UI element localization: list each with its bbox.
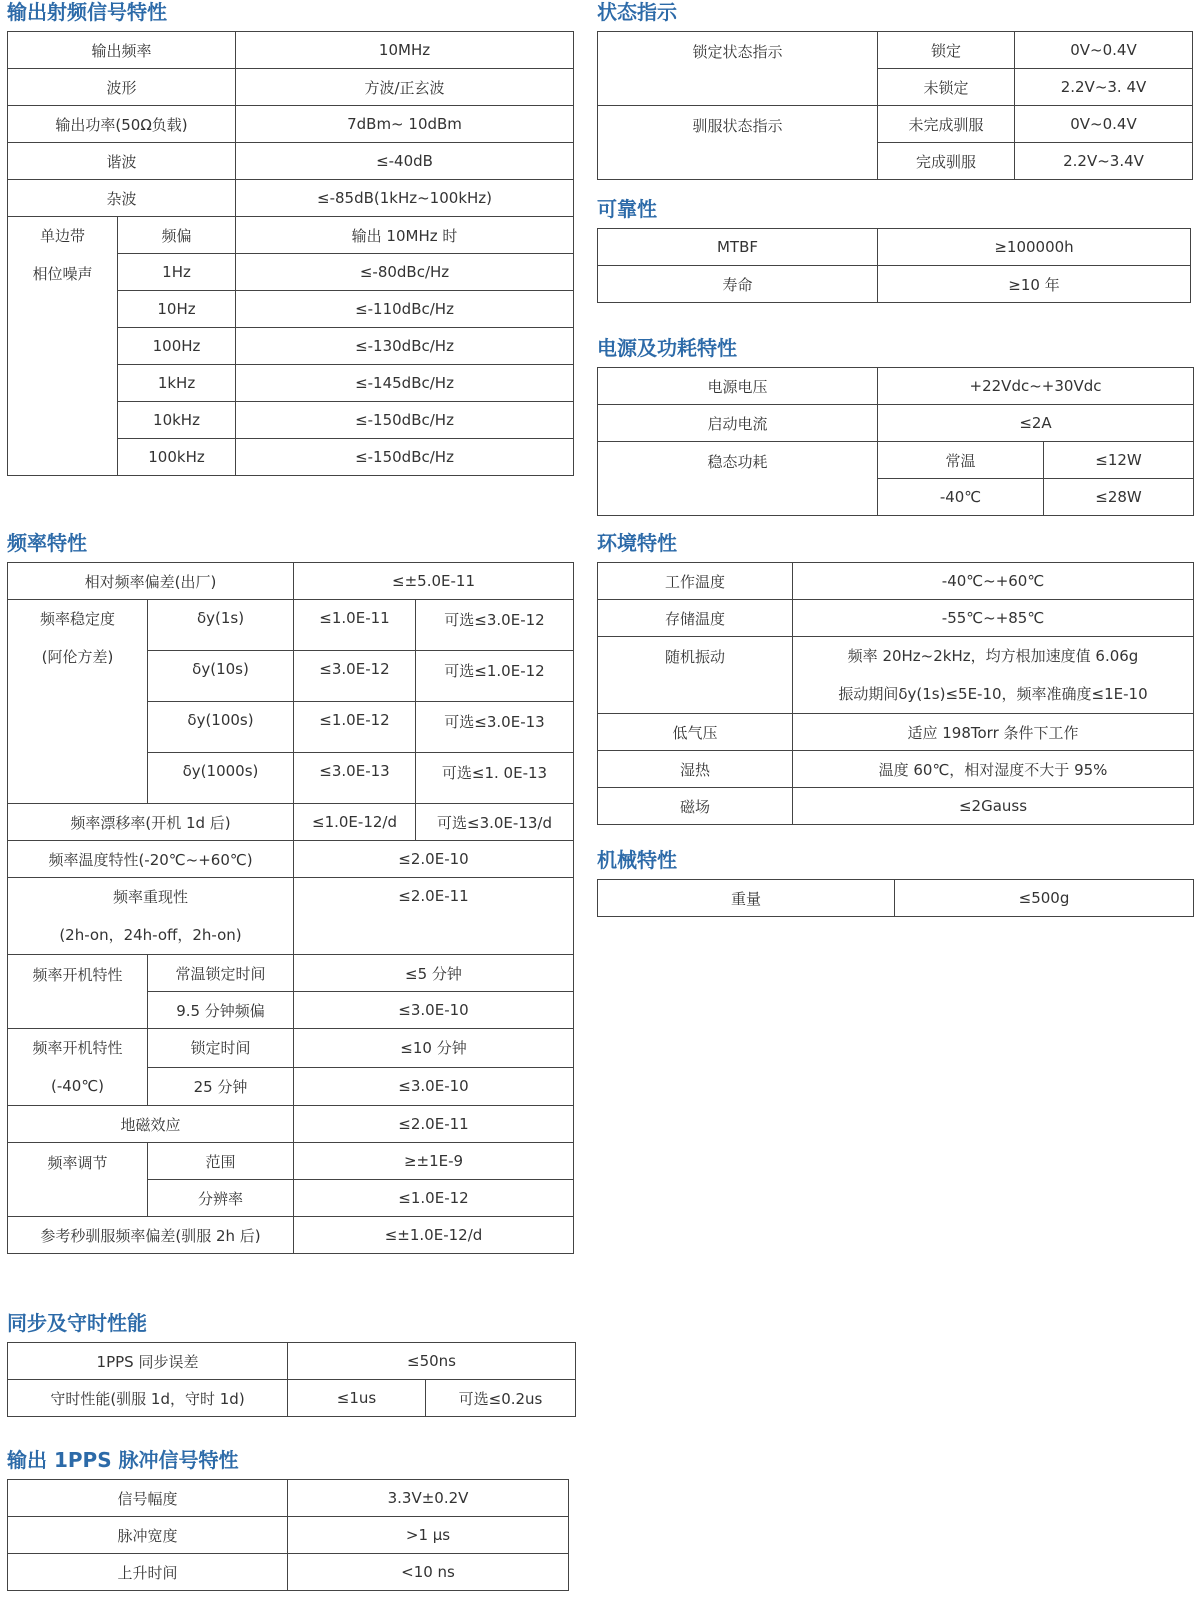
rf-pn-value: ≤-110dBc/Hz [236,291,574,328]
table-row [8,1554,569,1591]
status-disc-label: 驯服状态指示 [598,106,878,180]
mech-weight-value: ≤500g [895,880,1194,917]
rf-freq-value: 10MHz [236,32,574,69]
pps-value: >1 μs [288,1517,569,1554]
freq-stab-opt: 可选≤3.0E-12 [416,600,574,651]
freq-mag-value: ≤2.0E-11 [294,1106,574,1143]
table-row [598,563,1194,600]
env-st-value: -55℃~+85℃ [793,600,1194,637]
sync-section [7,1311,576,1417]
table-row [8,955,574,992]
freq-warmup-label: 频率开机特性 [8,955,148,1029]
table-row [8,180,574,217]
env-hum-value: 温度 60℃，相对湿度不大于 95% [793,751,1194,788]
freq-adj-value: ≤1.0E-12 [294,1180,574,1217]
sync-hold-std: ≤1us [288,1380,426,1417]
table-row [8,1380,576,1417]
env-op-value: -40℃~+60℃ [793,563,1194,600]
freq-title: 频率特性 [7,531,87,555]
table-row [8,1106,574,1143]
env-title: 环境特性 [597,531,677,555]
table-row [8,841,574,878]
rf-pn-head-value: 输出 10MHz 时 [236,217,574,254]
mech-section [597,848,1194,917]
rf-pn-value: ≤-130dBc/Hz [236,328,574,365]
freq-section [7,531,574,1254]
rf-harm-value: ≤-40dB [236,143,574,180]
table-row [598,714,1194,751]
pwr-section [597,336,1194,516]
status-table [597,31,1193,180]
mech-title: 机械特性 [597,848,677,872]
rf-pn-offset: 10kHz [118,402,236,439]
freq-drift-opt: 可选≤3.0E-13/d [416,804,574,841]
freq-cold-label-line1: 频率开机特性 [32,1039,123,1057]
rel-title: 可靠性 [597,197,657,221]
env-st-label: 存储温度 [598,600,793,637]
rf-freq-label: 输出频率 [8,32,236,69]
freq-accuracy-value: ≤±5.0E-11 [294,563,574,600]
table-row [8,1480,569,1517]
freq-stab-tau: δy(10s) [148,651,294,702]
table-row [598,637,1194,714]
freq-adj-item: 范围 [148,1143,294,1180]
sync-hold-opt: 可选≤0.2us [426,1380,576,1417]
rf-title: 输出射频信号特性 [7,0,167,24]
freq-stab-std: ≤3.0E-12 [294,651,416,702]
freq-cold-item: 锁定时间 [148,1029,294,1068]
env-alt-value: 适应 198Torr 条件下工作 [793,714,1194,751]
freq-stab-std: ≤1.0E-11 [294,600,416,651]
status-disc-value: 2.2V~3.4V [1015,143,1193,180]
freq-stab-label-line1: 频率稳定度 [39,610,115,628]
table-row [8,217,574,254]
freq-temp-value: ≤2.0E-10 [294,841,574,878]
table-row [598,368,1194,405]
table-row [598,229,1191,266]
rf-table [7,31,574,476]
table-row [598,788,1194,825]
pwr-start-label: 启动电流 [598,405,878,442]
table-row [598,405,1194,442]
freq-warmup-item: 9.5 分钟频偏 [148,992,294,1029]
rf-pn-value: ≤-150dBc/Hz [236,439,574,476]
freq-stab-tau: δy(100s) [148,702,294,753]
rf-spur-value: ≤-85dB(1kHz~100kHz) [236,180,574,217]
freq-accuracy-label: 相对频率偏差(出厂) [8,563,294,600]
status-lock-value: 0V~0.4V [1015,32,1193,69]
rf-pn-offset: 1kHz [118,365,236,402]
freq-retrace-label-line1: 频率重现性 [112,888,188,906]
pwr-steady-cond: 常温 [878,442,1044,479]
pps-section [7,1448,569,1591]
freq-stab-tau: δy(1000s) [148,753,294,804]
sync-err-label: 1PPS 同步误差 [8,1343,288,1380]
table-row [598,266,1191,303]
freq-retrace-label-line2: (2h-on，24h-off，2h-on) [59,926,242,944]
pps-title: 输出 1PPS 脉冲信号特性 [7,1448,239,1472]
freq-cold-value: ≤3.0E-10 [294,1067,574,1106]
table-row [8,1029,574,1068]
sync-err-value: ≤50ns [288,1343,576,1380]
mech-weight-label: 重量 [598,880,895,917]
freq-drift-std: ≤1.0E-12/d [294,804,416,841]
rf-spur-label: 杂波 [8,180,236,217]
pps-label: 上升时间 [8,1554,288,1591]
rf-harm-label: 谐波 [8,143,236,180]
rf-power-label: 输出功率(50Ω负载) [8,106,236,143]
rf-pn-offset: 100kHz [118,439,236,476]
rf-wave-value: 方波/正玄波 [236,69,574,106]
rel-mtbf-value: ≥100000h [878,229,1191,266]
pps-label: 脉冲宽度 [8,1517,288,1554]
pwr-start-value: ≤2A [878,405,1194,442]
status-lock-value: 2.2V~3. 4V [1015,69,1193,106]
freq-table [7,562,574,1254]
pps-value: <10 ns [288,1554,569,1591]
env-vib-value-line2: 振动期间δy(1s)≤5E-10，频率准确度≤1E-10 [838,685,1148,703]
rel-section [597,197,1191,303]
rel-life-value: ≥10 年 [878,266,1191,303]
table-row [8,878,574,955]
rf-power-value: 7dBm~ 10dBm [236,106,574,143]
pwr-volt-label: 电源电压 [598,368,878,405]
rel-table [597,228,1191,303]
status-disc-state: 完成驯服 [878,143,1015,180]
status-disc-value: 0V~0.4V [1015,106,1193,143]
pwr-title: 电源及功耗特性 [597,336,737,360]
env-vib-value [793,637,1194,714]
status-lock-state: 未锁定 [878,69,1015,106]
freq-cold-item: 25 分钟 [148,1067,294,1106]
freq-adj-label: 频率调节 [8,1143,148,1217]
rf-pn-label-line2: 相位噪声 [32,265,93,283]
env-table [597,562,1194,825]
pwr-steady-value: ≤12W [1044,442,1194,479]
table-row [598,32,1193,69]
pwr-steady-label: 稳态功耗 [598,442,878,516]
table-row [598,442,1194,479]
pwr-table [597,367,1194,516]
freq-stab-std: ≤3.0E-13 [294,753,416,804]
rf-pn-label-line1: 单边带 [39,227,85,245]
freq-warmup-value: ≤3.0E-10 [294,992,574,1029]
status-disc-state: 未完成驯服 [878,106,1015,143]
rf-pn-offset: 10Hz [118,291,236,328]
table-row [8,143,574,180]
pps-label: 信号幅度 [8,1480,288,1517]
table-row [8,1343,576,1380]
freq-stab-opt: 可选≤1.0E-12 [416,651,574,702]
table-row [598,751,1194,788]
rf-pn-label [8,217,118,476]
freq-stab-opt: 可选≤3.0E-13 [416,702,574,753]
rf-pn-value: ≤-145dBc/Hz [236,365,574,402]
table-row [8,563,574,600]
table-row [598,106,1193,143]
freq-drift-label: 频率漂移率(开机 1d 后) [8,804,294,841]
freq-adj-item: 分辨率 [148,1180,294,1217]
freq-stab-std: ≤1.0E-12 [294,702,416,753]
rel-mtbf-label: MTBF [598,229,878,266]
freq-stab-label [8,600,148,804]
env-vib-value-line1: 频率 20Hz~2kHz，均方根加速度值 6.06g [847,647,1139,665]
freq-temp-label: 频率温度特性(-20℃~+60℃) [8,841,294,878]
freq-stab-opt: 可选≤1. 0E-13 [416,753,574,804]
env-mag-value: ≤2Gauss [793,788,1194,825]
freq-mag-label: 地磁效应 [8,1106,294,1143]
rel-life-label: 寿命 [598,266,878,303]
sync-title: 同步及守时性能 [7,1311,147,1335]
pwr-steady-value: ≤28W [1044,479,1194,516]
status-section [597,0,1193,180]
env-op-label: 工作温度 [598,563,793,600]
table-row [8,600,574,651]
freq-stab-label-line2: (阿伦方差) [41,648,114,666]
sync-table [7,1342,576,1417]
mech-table [597,879,1194,917]
freq-cold-label [8,1029,148,1106]
env-mag-label: 磁场 [598,788,793,825]
pps-value: 3.3V±0.2V [288,1480,569,1517]
table-row [8,69,574,106]
freq-warmup-item: 常温锁定时间 [148,955,294,992]
status-lock-state: 锁定 [878,32,1015,69]
rf-pn-offset: 1Hz [118,254,236,291]
pwr-volt-value: +22Vdc~+30Vdc [878,368,1194,405]
rf-pn-value: ≤-80dBc/Hz [236,254,574,291]
rf-pn-head-offset: 频偏 [118,217,236,254]
env-section [597,531,1194,825]
rf-pn-value: ≤-150dBc/Hz [236,402,574,439]
freq-stab-tau: δy(1s) [148,600,294,651]
freq-retrace-value: ≤2.0E-11 [294,878,574,955]
table-row [598,600,1194,637]
table-row [8,1217,574,1254]
table-row [8,1143,574,1180]
freq-cold-value: ≤10 分钟 [294,1029,574,1068]
table-row [598,880,1194,917]
env-vib-label: 随机振动 [598,637,793,714]
env-hum-label: 湿热 [598,751,793,788]
table-row [8,1517,569,1554]
rf-wave-label: 波形 [8,69,236,106]
pwr-steady-cond: -40℃ [878,479,1044,516]
env-alt-label: 低气压 [598,714,793,751]
freq-retrace-label [8,878,294,955]
freq-adj-value: ≥±1E-9 [294,1143,574,1180]
freq-warmup-value: ≤5 分钟 [294,955,574,992]
freq-disc-label: 参考秒驯服频率偏差(驯服 2h 后) [8,1217,294,1254]
rf-section [7,0,574,476]
table-row [8,32,574,69]
freq-disc-value: ≤±1.0E-12/d [294,1217,574,1254]
table-row [8,804,574,841]
table-row [8,106,574,143]
pps-table [7,1479,569,1591]
sync-hold-label: 守时性能(驯服 1d，守时 1d) [8,1380,288,1417]
freq-cold-label-line2: (-40℃) [50,1077,105,1095]
status-lock-label: 锁定状态指示 [598,32,878,106]
rf-pn-offset: 100Hz [118,328,236,365]
status-title: 状态指示 [597,0,677,24]
